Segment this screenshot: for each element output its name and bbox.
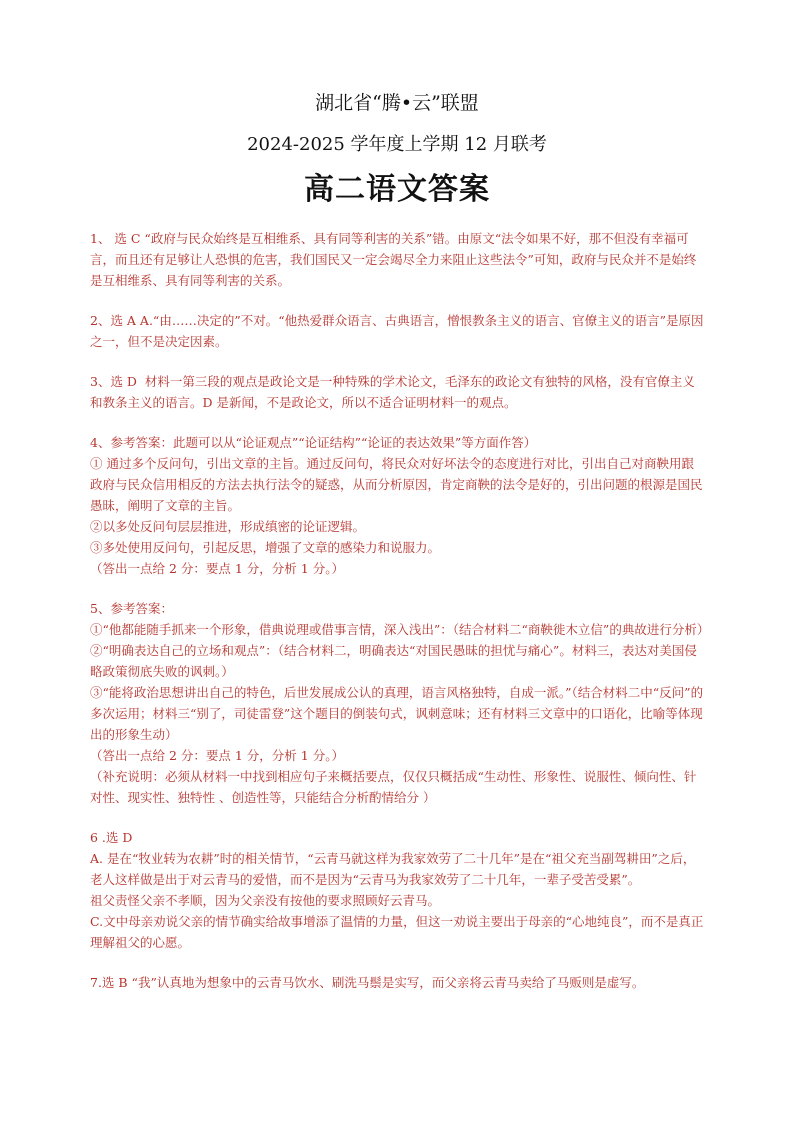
- answer-line: 6 .选 D: [90, 830, 133, 845]
- answer-5: [90, 598, 710, 808]
- answer-line: ③多处使用反问句，引起反思，增强了文章的感染力和说服力。: [90, 540, 441, 555]
- answer-1: [90, 228, 706, 291]
- answer-line: ②“明确表达自己的立场和观点”：（结合材料二，明确表达“对国民愚昧的担忧与痛心”。材料三，表达对美国侵略政策彻底失败的讽刺。）: [90, 643, 697, 679]
- exam-title: 2024-2025 学年度上学期 12 月联考: [247, 134, 547, 155]
- answer-line: （答出一点给 2 分：要点 1 分，分析 1 分。）: [90, 561, 344, 576]
- answer-line: ①“他都能随手抓来一个形象，借典说理或借事言情，深入浅出”：（结合材料二“商鞅徙木立信”的典故进行分析）: [90, 622, 710, 637]
- answer-line: 4、参考答案：此题可以从“论证观点”“论证结构”“论证的表达效果”等方面作答）: [90, 435, 537, 450]
- answers-body: [90, 228, 710, 993]
- answer-7: [90, 972, 706, 993]
- answer-4: [90, 432, 706, 579]
- answer-line: 7.选 B “我”认真地为想象中的云青马饮水、刷洗马鬃是实写，而父亲将云青马卖给了马贩则是虚写。: [90, 975, 645, 990]
- answer-line: ① 通过多个反问句，引出文章的主旨。通过反问句，将民众对好坏法令的态度进行对比，引出自己对商鞅用跟政府与民众信用相反的方法去执行法令的疑惑，从而分析原因，肯定商鞅的法令是好的，引出问题的根源是国民愚昧，阐明了文章的主旨。: [90, 456, 703, 513]
- answer-line: 祖父责怪父亲不孝顺，因为父亲没有按他的要求照顾好云青马。: [90, 893, 441, 908]
- answer-6: [90, 827, 706, 953]
- answer-line: （答出一点给 2 分：要点 1 分，分析 1 分。）: [90, 748, 344, 763]
- answer-line: （补充说明：必须从材料一中找到相应句子来概括要点，仅仅只概括成“生动性、形象性、说服性、倾向性、针对性、现实性、独特性 、创造性等，只能结合分析酌情给分 ）: [90, 769, 697, 805]
- answer-line: 5、参考答案：: [90, 601, 173, 616]
- alliance-title: 湖北省“腾•云”联盟: [315, 92, 479, 114]
- document-title: 高二语文答案: [304, 172, 490, 207]
- answer-line: ②以多处反问句层层推进，形成缜密的论证逻辑。: [90, 519, 366, 534]
- answer-line: ③“能将政治思想讲出自己的特色，后世发展成公认的真理，语言风格独特，自成一派。”（结合材料二中“反问”的多次运用；材料三“别了，司徒雷登”这个题目的倒装句式，讽刺意味；还有材料三文章中的口语化，比喻等体现出的形象生动）: [90, 685, 704, 742]
- answer-line: 1、 选 C “政府与民众始终是互相维系、具有同等利害的关系”错。由原文“法令如果不好，那不但没有幸福可言，而且还有足够让人恐惧的危害，我们国民又一定会竭尽全力来阻止这些法令”可知，政府与民众并不是始终是互相维系、具有同等利害的关系。: [90, 231, 697, 288]
- answer-3: [90, 371, 706, 413]
- answer-line: A. 是在“牧业转为农耕”时的相关情节，“云青马就这样为我家效劳了二十几年”是在“祖父充当副驾耕田”之后，老人这样做是出于对云青马的爱惜，而不是因为“云青马为我家效劳了二十几年，一辈子受苦受累”。: [90, 851, 696, 887]
- answer-line: 2、选 A A.“由……决定的”不对。“他热爱群众语言、古典语言，憎恨教条主义的语言、官僚主义的语言”是原因之一，但不是决定因素。: [90, 313, 704, 349]
- answer-line: 3、选 D 材料一第三段的观点是政论文是一种特殊的学术论文，毛泽东的政论文有独特的风格，没有官僚主义和教条主义的语言。D 是新闻，不是政论文，所以不适合证明材料一的观点。: [90, 374, 695, 410]
- answer-line: C.文中母亲劝说父亲的情节确实给故事增添了温情的力量，但这一劝说主要出于母亲的“心地纯良”，而不是真正理解祖父的心愿。: [90, 914, 704, 950]
- answer-2: [90, 310, 706, 352]
